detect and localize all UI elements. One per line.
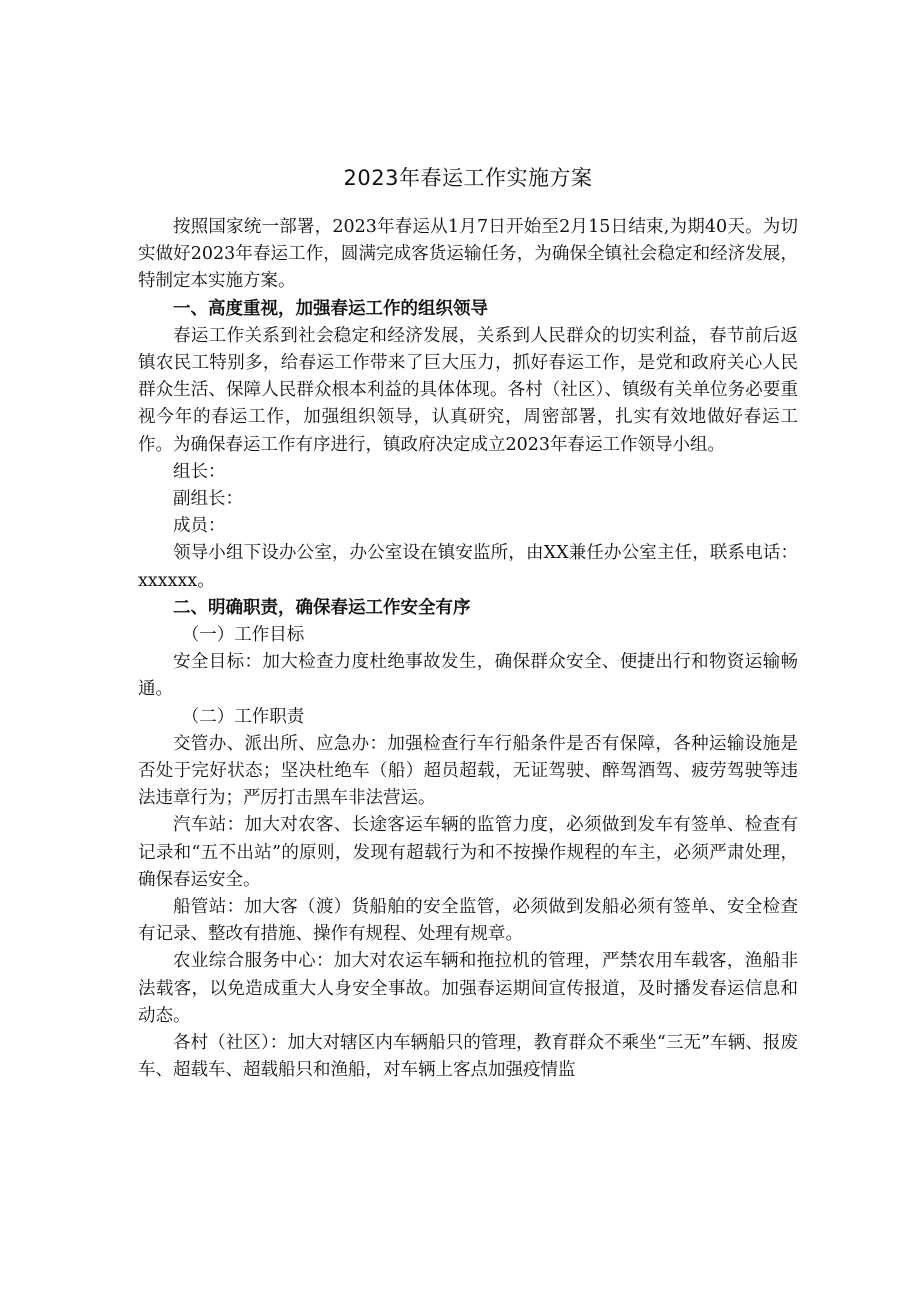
duty-ship-station-paragraph: 船管站：加大客（渡）货船舶的安全监管，必须做到发船必须有签单、安全检查有记录、整改有措施、操作有规程、处理有规章。 bbox=[138, 897, 798, 945]
duty-agri-center-paragraph: 农业综合服务中心：加大对农运车辆和拖拉机的管理，严禁农用车载客，渔船非法载客，以免造成重大人身安全事故。加强春运期间宣传报道，及时播发春运信息和动态。 bbox=[138, 951, 798, 1026]
duty-bus-station-paragraph: 汽车站：加大对农客、长途客运车辆的监管力度，必须做到发车有签单、检查有记录和“五不出站”的原则，发现有超载行为和不按操作规程的车主，必须严肃处理，确保春运安全。 bbox=[138, 815, 798, 890]
office-note-paragraph: 领导小组下设办公室，办公室设在镇安监所，由XX兼任办公室主任，联系电话：xxxxxx。 bbox=[138, 543, 798, 591]
subsection-2-heading: （二）工作职责 bbox=[181, 706, 305, 727]
duty-village-paragraph: 各村（社区）：加大对辖区内车辆船只的管理，教育群众不乘坐“三无”车辆、报废车、超载车、超载船只和渔船，对车辆上客点加强疫情监 bbox=[138, 1033, 798, 1081]
members-line: 成员： bbox=[173, 516, 226, 537]
document-title: 2023年春运工作实施方案 bbox=[343, 166, 593, 190]
section-1-heading: 一、高度重视，加强春运工作的组织领导 bbox=[173, 298, 488, 319]
duty-traffic-paragraph: 交管办、派出所、应急办：加强检查行车行船条件是否有保障，各种运输设施是否处于完好状态；坚决杜绝车（船）超员超载，无证驾驶、醉驾酒驾、疲劳驾驶等违法违章行为；严厉打击黑车非法营运。 bbox=[138, 733, 798, 809]
section-2-heading: 二、明确职责，确保春运工作安全有序 bbox=[173, 597, 471, 618]
deputy-leader-line: 副组长： bbox=[173, 489, 243, 510]
intro-paragraph: 按照国家统一部署，2023年春运从1月7日开始至2月15日结束,为期40天。为切实做好2023年春运工作，圆满完成客货运输任务，为确保全镇社会稳定和经济发展，特制定本实施方案。 bbox=[138, 217, 798, 292]
document-page bbox=[138, 164, 798, 1085]
subsection-1-heading: （一）工作目标 bbox=[181, 625, 305, 646]
section-1-paragraph: 春运工作关系到社会稳定和经济发展，关系到人民群众的切实利益，春节前后返镇农民工特别多，给春运工作带来了巨大压力，抓好春运工作，是党和政府关心人民群众生活、保障人民群众根本利益的具体体现。各村（社区）、镇级有关单位务必要重视今年的春运工作，加强组织领导，认真研究，周密部署，扎实有效地做好春运工作。为确保春运工作有序进行，镇政府决定成立2023年春运工作领导小组。 bbox=[138, 325, 798, 455]
safety-goal-paragraph: 安全目标：加大检查力度杜绝事故发生，确保群众安全、便捷出行和物资运输畅通。 bbox=[138, 652, 798, 700]
leader-line: 组长： bbox=[173, 461, 226, 482]
